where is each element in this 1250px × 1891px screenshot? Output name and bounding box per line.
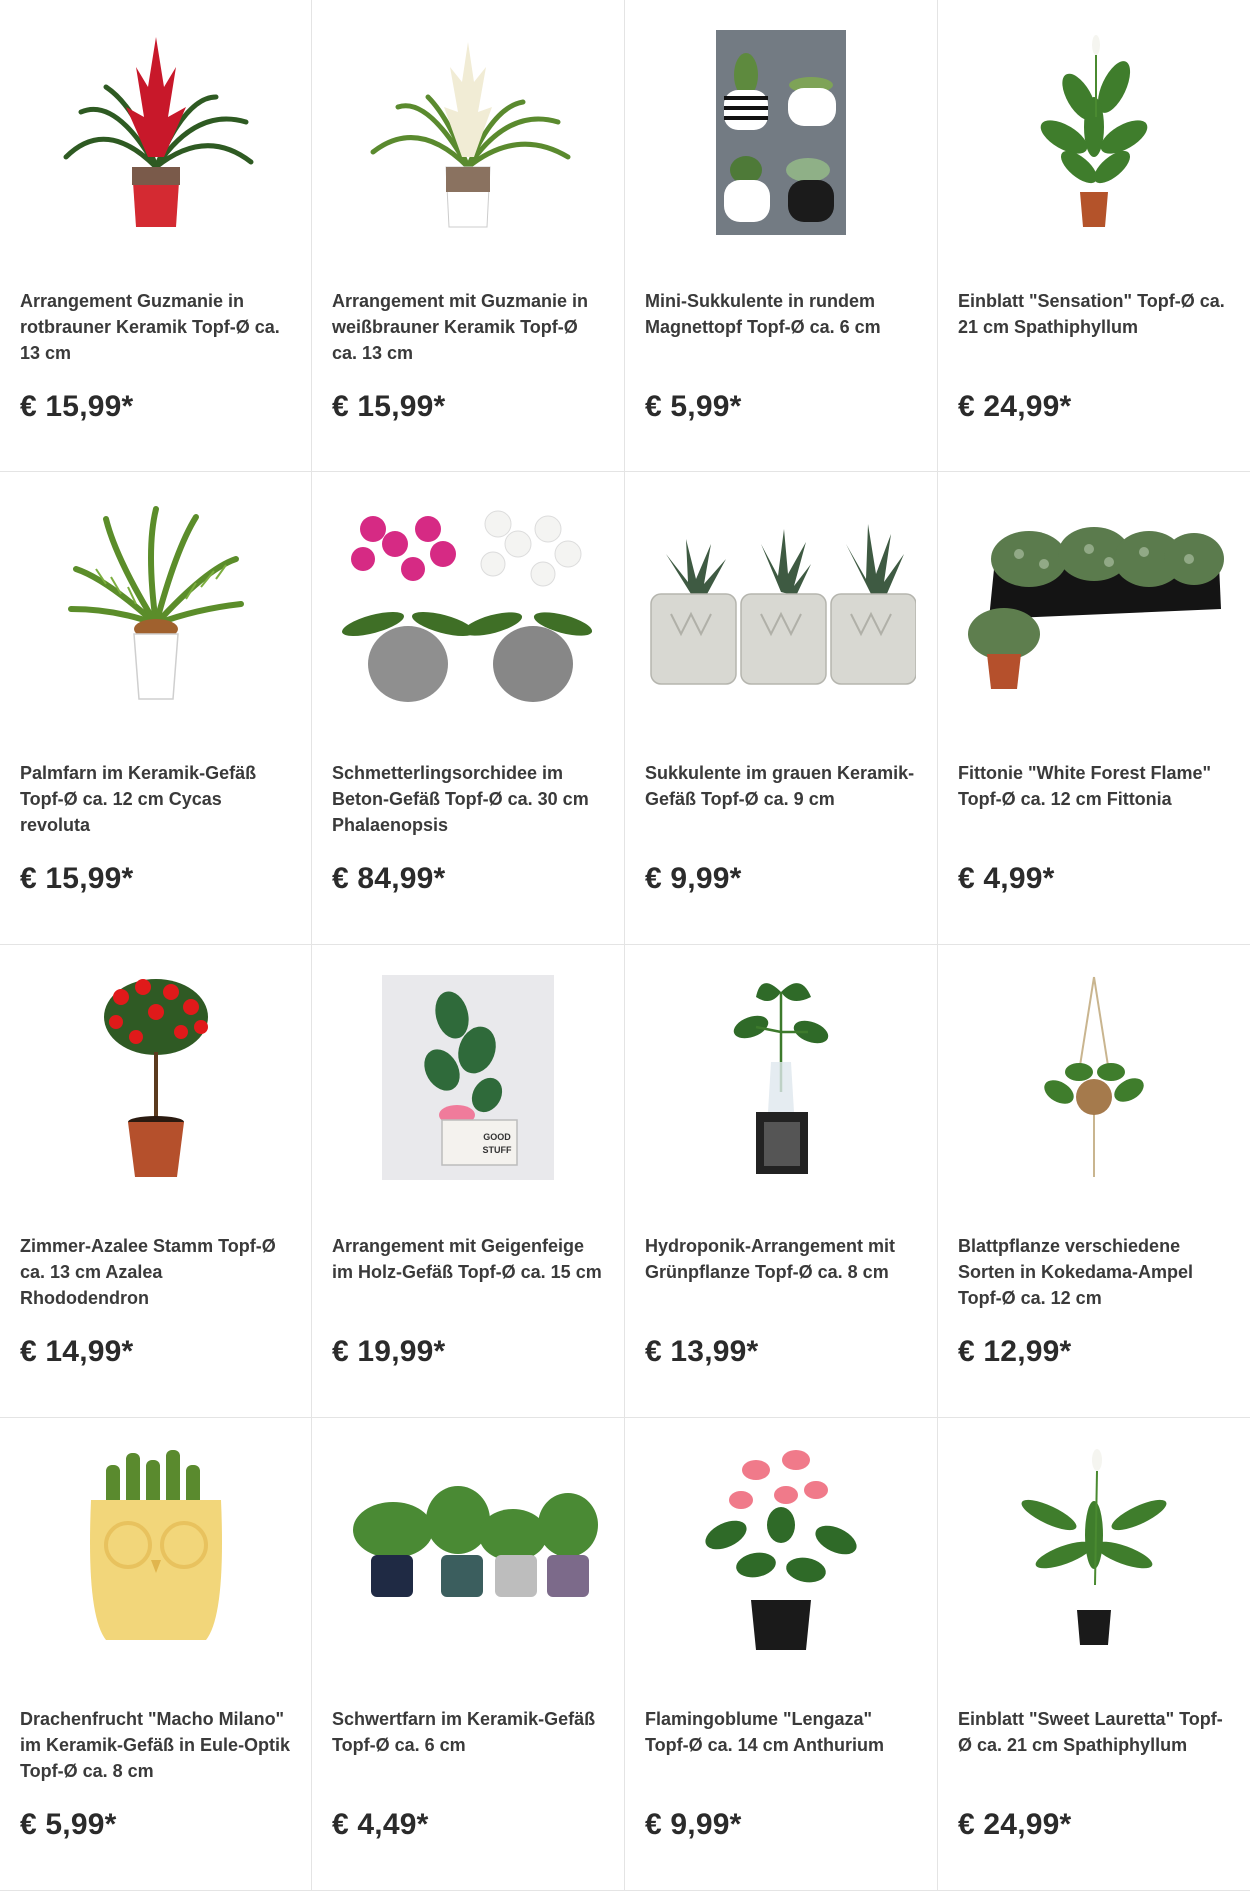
product-title[interactable]: Flamingoblume "Lengaza" Topf-Ø ca. 14 cm Anthurium — [645, 1709, 885, 1755]
product-price: € 14,99* — [20, 1335, 134, 1368]
product-price: € 5,99* — [645, 390, 742, 423]
product-title[interactable]: Arrangement Guzmanie in rotbrauner Keramik Topf-Ø ca. 13 cm — [20, 291, 280, 363]
guzmania-red-plant-image[interactable] — [20, 18, 291, 246]
fern-quartet-image[interactable] — [332, 1436, 604, 1664]
succulent-trio-image[interactable] — [645, 490, 917, 718]
product-card[interactable] — [625, 0, 938, 472]
orchid-pair-image[interactable] — [332, 490, 604, 718]
product-price: € 9,99* — [645, 1808, 742, 1841]
svg-text:STUFF: STUFF — [482, 1144, 512, 1155]
product-title[interactable]: Mini-Sukkulente in rundem Magnettopf Topf-Ø ca. 6 cm — [645, 291, 881, 337]
product-card[interactable] — [938, 0, 1250, 472]
product-card[interactable] — [312, 0, 625, 472]
product-card[interactable] — [0, 472, 312, 945]
fiddle-fig-box-image[interactable] — [332, 963, 604, 1191]
cycas-palm-image[interactable] — [20, 490, 291, 718]
fittonia-tray-image[interactable] — [958, 490, 1230, 718]
product-title[interactable]: Schwertfarn im Keramik-Gefäß Topf-Ø ca. 6 cm — [332, 1709, 596, 1755]
product-price: € 15,99* — [332, 390, 446, 423]
product-price: € 9,99* — [645, 862, 742, 895]
product-card[interactable] — [938, 1418, 1250, 1891]
product-price: € 15,99* — [20, 862, 134, 895]
product-card[interactable] — [625, 1418, 938, 1891]
owl-pot-cactus-image[interactable] — [20, 1436, 291, 1664]
product-title[interactable]: Arrangement mit Guzmanie in weißbrauner Keramik Topf-Ø ca. 13 cm — [332, 291, 589, 363]
product-title[interactable]: Schmetterlingsorchidee im Beton-Gefäß Topf-Ø ca. 30 cm Phalaenopsis — [332, 763, 589, 835]
product-title[interactable]: Sukkulente im grauen Keramik-Gefäß Topf-Ø ca. 9 cm — [645, 763, 915, 809]
product-title[interactable]: Zimmer-Azalee Stamm Topf-Ø ca. 13 cm Azalea Rhododendron — [20, 1236, 276, 1308]
kokedama-hanger-image[interactable] — [958, 963, 1230, 1191]
product-card[interactable] — [938, 945, 1250, 1418]
product-card[interactable] — [0, 945, 312, 1418]
product-title[interactable]: Blattpflanze verschiedene Sorten in Kokedama-Ampel Topf-Ø ca. 12 cm — [958, 1236, 1194, 1308]
product-price: € 24,99* — [958, 390, 1072, 423]
peace-lily-small-image[interactable] — [958, 1436, 1230, 1664]
product-title[interactable]: Einblatt "Sensation" Topf-Ø ca. 21 cm Spathiphyllum — [958, 291, 1225, 337]
product-price: € 15,99* — [20, 390, 134, 423]
product-title[interactable]: Palmfarn im Keramik-Gefäß Topf-Ø ca. 12 cm Cycas revoluta — [20, 763, 257, 835]
magnet-succulent-image[interactable] — [645, 18, 917, 246]
product-title[interactable]: Arrangement mit Geigenfeige im Holz-Gefäß Topf-Ø ca. 15 cm — [332, 1236, 602, 1282]
product-price: € 13,99* — [645, 1335, 759, 1368]
anthurium-image[interactable] — [645, 1436, 917, 1664]
product-price: € 12,99* — [958, 1335, 1072, 1368]
product-card[interactable] — [625, 945, 938, 1418]
svg-text:GOOD: GOOD — [483, 1131, 511, 1142]
product-card[interactable] — [312, 472, 625, 945]
hydroponic-plant-image[interactable] — [645, 963, 917, 1191]
guzmania-white-plant-image[interactable] — [332, 18, 604, 246]
product-price: € 4,49* — [332, 1808, 429, 1841]
product-price: € 4,99* — [958, 862, 1055, 895]
product-card[interactable] — [0, 0, 312, 472]
product-card[interactable] — [938, 472, 1250, 945]
product-card[interactable] — [312, 1418, 625, 1891]
product-card[interactable] — [312, 945, 625, 1418]
product-price: € 24,99* — [958, 1808, 1072, 1841]
product-title[interactable]: Einblatt "Sweet Lauretta" Topf-Ø ca. 21 cm Spathiphyllum — [958, 1709, 1223, 1755]
product-card[interactable] — [0, 1418, 312, 1891]
product-price: € 5,99* — [20, 1808, 117, 1841]
product-title[interactable]: Drachenfrucht "Macho Milano" im Keramik-Gefäß in Eule-Optik Topf-Ø ca. 8 cm — [20, 1709, 291, 1781]
product-title[interactable]: Fittonie "White Forest Flame" Topf-Ø ca. 12 cm Fittonia — [958, 763, 1212, 809]
product-title[interactable]: Hydroponik-Arrangement mit Grünpflanze Topf-Ø ca. 8 cm — [645, 1236, 896, 1282]
product-price: € 19,99* — [332, 1335, 446, 1368]
azalea-tree-image[interactable] — [20, 963, 291, 1191]
peace-lily-image[interactable] — [958, 18, 1230, 246]
product-price: € 84,99* — [332, 862, 446, 895]
product-card[interactable] — [625, 472, 938, 945]
